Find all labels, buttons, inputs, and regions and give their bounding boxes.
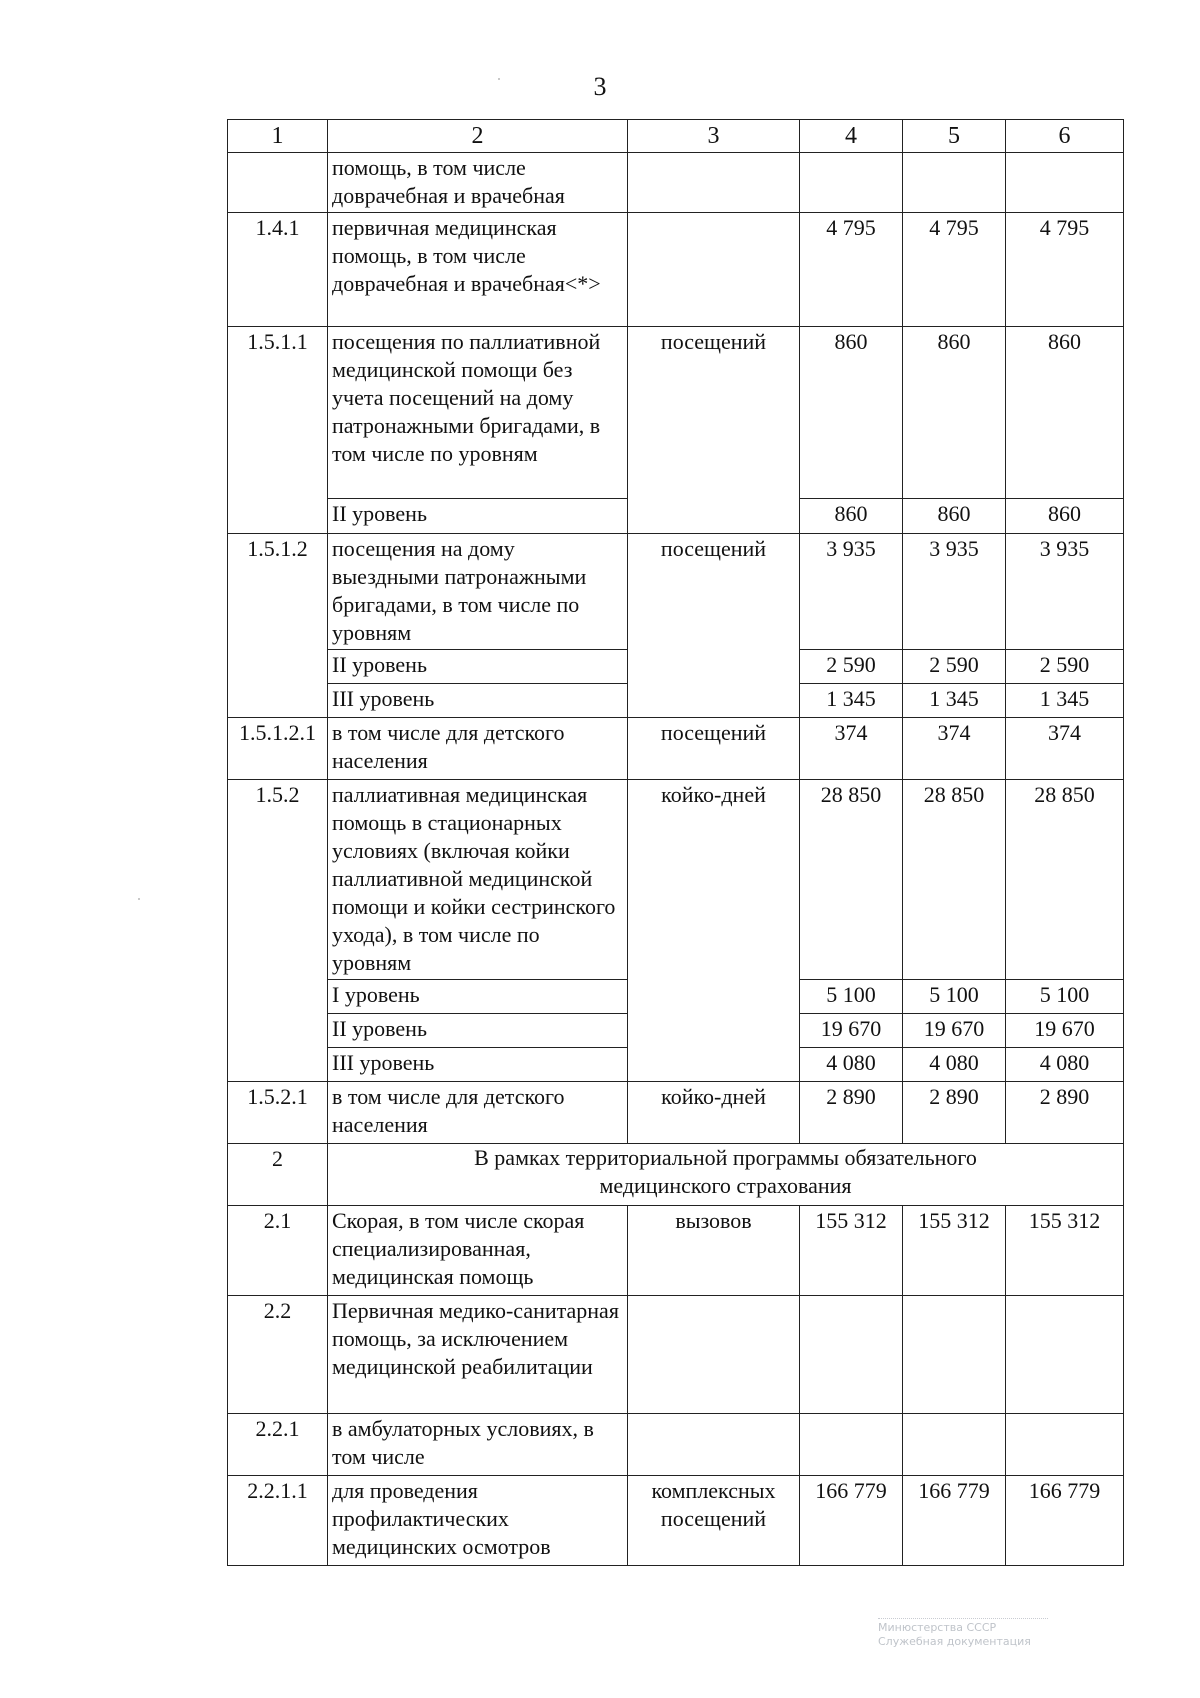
row-value-6: 1 345	[1006, 684, 1124, 718]
row-name: первичная медицинская помощь, в том числе доврачебная и врачебная<*>	[328, 213, 628, 327]
row-value-6: 4 080	[1006, 1048, 1124, 1082]
table-row	[228, 1476, 1124, 1566]
row-value-4: 5 100	[800, 980, 903, 1014]
table-row	[228, 780, 1124, 980]
row-unit: койко-дней	[628, 780, 800, 1082]
row-value-4: 1 345	[800, 684, 903, 718]
row-unit: посещений	[628, 534, 800, 718]
row-code: 1.5.1.2	[228, 534, 328, 718]
row-name: помощь, в том числе доврачебная и врачебная	[328, 153, 628, 213]
faded-stamp	[878, 1618, 1078, 1670]
row-value-6: 860	[1006, 499, 1124, 534]
row-code: 2.2.1.1	[228, 1476, 328, 1566]
row-value-5: 4 080	[903, 1048, 1006, 1082]
row-name: в амбулаторных условиях, в том числе	[328, 1414, 628, 1476]
table-row	[228, 534, 1124, 650]
column-header: 5	[903, 120, 1006, 153]
row-value-5: 5 100	[903, 980, 1006, 1014]
row-value-5: 28 850	[903, 780, 1006, 980]
stamp-line: Служебная документация	[878, 1635, 1031, 1648]
row-value-5: 4 795	[903, 213, 1006, 327]
table-row	[228, 1296, 1124, 1414]
row-value-5: 155 312	[903, 1206, 1006, 1296]
column-header: 1	[228, 120, 328, 153]
row-code: 2.2.1	[228, 1414, 328, 1476]
row-name: для проведения профилактических медицинских осмотров	[328, 1476, 628, 1566]
row-value-5: 3 935	[903, 534, 1006, 650]
row-name: паллиативная медицинская помощь в стационарных условиях (включая койки паллиативной медицинской помощи и койки сестринского ухода), в том числе по уровням	[328, 780, 628, 980]
row-name: I уровень	[328, 980, 628, 1014]
row-name: посещения на дому выездными патронажными бригадами, в том числе по уровням	[328, 534, 628, 650]
scan-speck	[138, 898, 140, 900]
table-row	[228, 1206, 1124, 1296]
row-name: в том числе для детского населения	[328, 1082, 628, 1144]
table-row	[228, 213, 1124, 327]
row-value-5: 166 779	[903, 1476, 1006, 1566]
column-header: 2	[328, 120, 628, 153]
row-value-5: 374	[903, 718, 1006, 780]
row-name: II уровень	[328, 1014, 628, 1048]
row-value-5: 1 345	[903, 684, 1006, 718]
section-row	[228, 1144, 1124, 1206]
row-value-6: 5 100	[1006, 980, 1124, 1014]
row-value-6: 4 795	[1006, 213, 1124, 327]
row-unit	[628, 213, 800, 327]
row-code: 1.5.1.1	[228, 327, 328, 534]
row-value-4: 4 080	[800, 1048, 903, 1082]
section-title: В рамках территориальной программы обязательного медицинского страхования	[328, 1144, 1124, 1206]
row-unit: койко-дней	[628, 1082, 800, 1144]
row-value-6: 166 779	[1006, 1476, 1124, 1566]
stamp-divider	[878, 1618, 1048, 1619]
row-name: III уровень	[328, 684, 628, 718]
row-unit: вызовов	[628, 1206, 800, 1296]
row-value-4: 4 795	[800, 213, 903, 327]
row-name: в том числе для детского населения	[328, 718, 628, 780]
row-unit: посещений	[628, 718, 800, 780]
row-value-6: 374	[1006, 718, 1124, 780]
stamp-line: Минюстерства СССР	[878, 1621, 997, 1634]
row-value-4: 28 850	[800, 780, 903, 980]
row-value-6: 19 670	[1006, 1014, 1124, 1048]
table-row	[228, 153, 1124, 213]
scan-speck	[498, 78, 500, 80]
row-value-4: 155 312	[800, 1206, 903, 1296]
row-value-6: 860	[1006, 327, 1124, 499]
row-value-6: 2 890	[1006, 1082, 1124, 1144]
row-value-4: 166 779	[800, 1476, 903, 1566]
row-code: 1.4.1	[228, 213, 328, 327]
row-value-5: 860	[903, 327, 1006, 499]
row-value-5: 860	[903, 499, 1006, 534]
row-value-6: 2 590	[1006, 650, 1124, 684]
page-number: 3	[593, 72, 607, 101]
row-name: посещения по паллиативной медицинской помощи без учета посещений на дому патронажными бригадами, в том числе по уровням	[328, 327, 628, 499]
row-code: 2.2	[228, 1296, 328, 1414]
row-unit: посещений	[628, 327, 800, 534]
column-header: 4	[800, 120, 903, 153]
row-value-4: 860	[800, 499, 903, 534]
row-code: 1.5.2.1	[228, 1082, 328, 1144]
row-value-6: 3 935	[1006, 534, 1124, 650]
column-header: 3	[628, 120, 800, 153]
row-name: II уровень	[328, 650, 628, 684]
row-code: 1.5.2	[228, 780, 328, 1082]
row-value-4: 3 935	[800, 534, 903, 650]
row-name: III уровень	[328, 1048, 628, 1082]
table-row	[228, 1082, 1124, 1144]
row-value-5: 2 590	[903, 650, 1006, 684]
row-name: II уровень	[328, 499, 628, 534]
column-header: 6	[1006, 120, 1124, 153]
row-code: 1.5.1.2.1	[228, 718, 328, 780]
row-code: 2.1	[228, 1206, 328, 1296]
data-table	[227, 119, 1124, 1566]
table-row	[228, 1414, 1124, 1476]
table-row	[228, 718, 1124, 780]
section-code: 2	[228, 1144, 328, 1206]
row-value-4: 2 590	[800, 650, 903, 684]
row-value-5: 2 890	[903, 1082, 1006, 1144]
row-value-4: 19 670	[800, 1014, 903, 1048]
table-header-row	[228, 120, 1124, 153]
row-name: Скорая, в том числе скорая специализированная, медицинская помощь	[328, 1206, 628, 1296]
row-value-4: 374	[800, 718, 903, 780]
table-row	[228, 327, 1124, 499]
row-value-4: 2 890	[800, 1082, 903, 1144]
row-value-6: 155 312	[1006, 1206, 1124, 1296]
row-value-6: 28 850	[1006, 780, 1124, 980]
row-value-4: 860	[800, 327, 903, 499]
row-value-5: 19 670	[903, 1014, 1006, 1048]
row-name: Первичная медико-санитарная помощь, за исключением медицинской реабилитации	[328, 1296, 628, 1414]
row-unit: комплексных посещений	[628, 1476, 800, 1566]
